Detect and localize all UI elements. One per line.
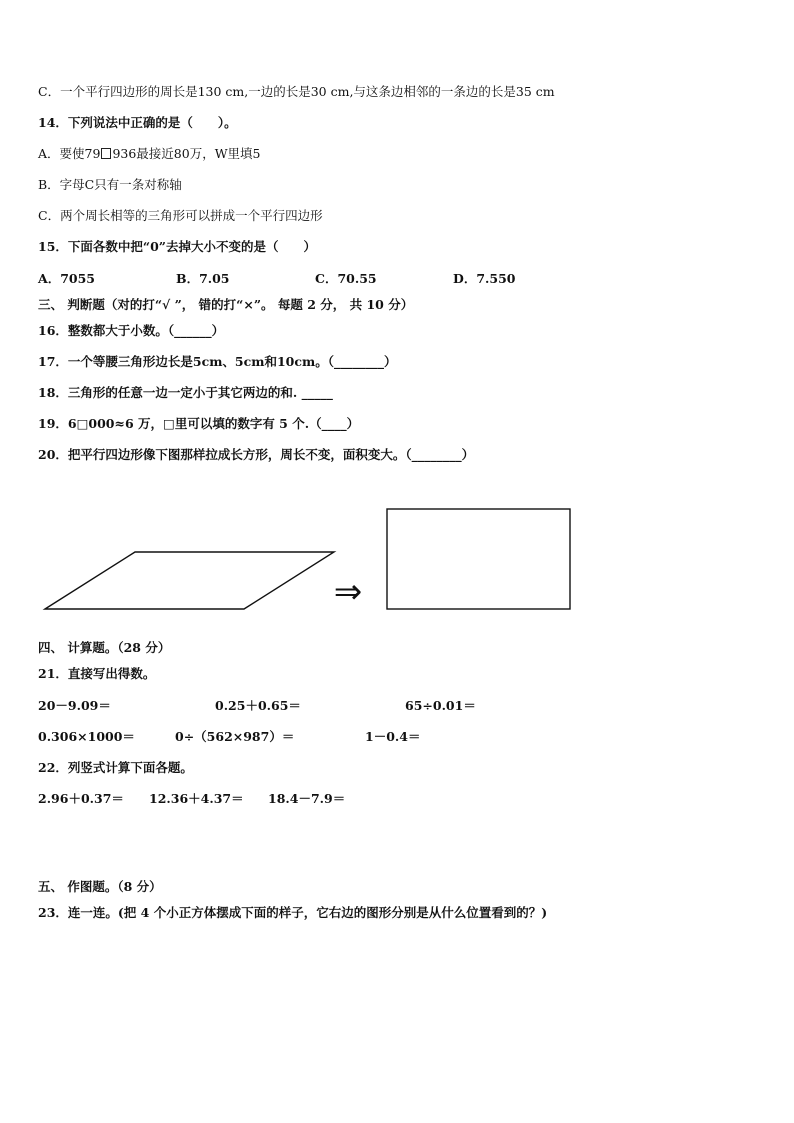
section-3-heading: 三、 判断题（对的打“√ ”， 错的打“×”。 每题 2 分， 共 10 分） <box>38 297 414 312</box>
q15-option-a: A．7055 <box>38 271 95 286</box>
rectangle-shape <box>387 509 570 609</box>
question-19: 19．6□000≈6 万，□里可以填的数字有 5 个.（____） <box>38 416 360 431</box>
q15-option-b: B．7.05 <box>176 271 230 286</box>
q22-item3: 18.4－7.9＝ <box>268 791 346 806</box>
question-17: 17．一个等腰三角形边长是5cm、5cm和10cm。（________） <box>38 354 397 369</box>
parallelogram-shape <box>45 552 334 609</box>
question-20: 20．把平行四边形像下图那样拉成长方形，周长不变，面积变大。（________） <box>38 447 475 462</box>
question-23: 23．连一连。(把 4 个小正方体摆成下面的样子，它右边的图形分别是从什么位置看到的？) <box>38 905 548 920</box>
question-18: 18．三角形的任意一边一定小于其它两边的和. _____ <box>38 385 333 400</box>
q15-option-c: C．70.55 <box>315 271 377 286</box>
q22-item1: 2.96＋0.37＝ <box>38 791 124 806</box>
q21-r1-item2: 0.25＋0.65＝ <box>215 698 301 713</box>
q22-item2: 12.36＋4.37＝ <box>149 791 244 806</box>
question-15: 15．下面各数中把“0”去掉大小不变的是（ ） <box>38 239 316 254</box>
q14-option-a-prefix: A．要使79 <box>38 146 101 161</box>
q21-r2-item3: 1－0.4＝ <box>365 729 421 744</box>
question-16: 16．整数都大于小数。（______） <box>38 323 225 338</box>
q14-option-a-suffix: 936最接近80万，W里填5 <box>112 146 261 161</box>
question-14: 14．下列说法中正确的是（ ）。 <box>38 115 237 130</box>
q21-r2-item1: 0.306×1000＝ <box>38 729 135 744</box>
q21-r1-item3: 65÷0.01＝ <box>405 698 476 713</box>
q21-r2-item2: 0÷（562×987）＝ <box>175 729 295 744</box>
section-4-heading: 四、 计算题。（28 分） <box>38 640 171 655</box>
q14-option-b: B．字母C只有一条对称轴 <box>38 177 182 192</box>
section-5-heading: 五、 作图题。（8 分） <box>38 879 162 894</box>
question-21: 21．直接写出得数。 <box>38 666 156 681</box>
arrow-icon: ⇒ <box>333 572 363 612</box>
option-c-previous: C．一个平行四边形的周长是130 cm,一边的长是30 cm,与这条边相邻的一条边的长是35 cm <box>38 84 555 99</box>
q21-r1-item1: 20－9.09＝ <box>38 698 111 713</box>
q14-option-c: C．两个周长相等的三角形可以拼成一个平行四边形 <box>38 208 323 223</box>
question-22: 22．列竖式计算下面各题。 <box>38 760 193 775</box>
q15-option-d: D．7.550 <box>453 271 516 286</box>
